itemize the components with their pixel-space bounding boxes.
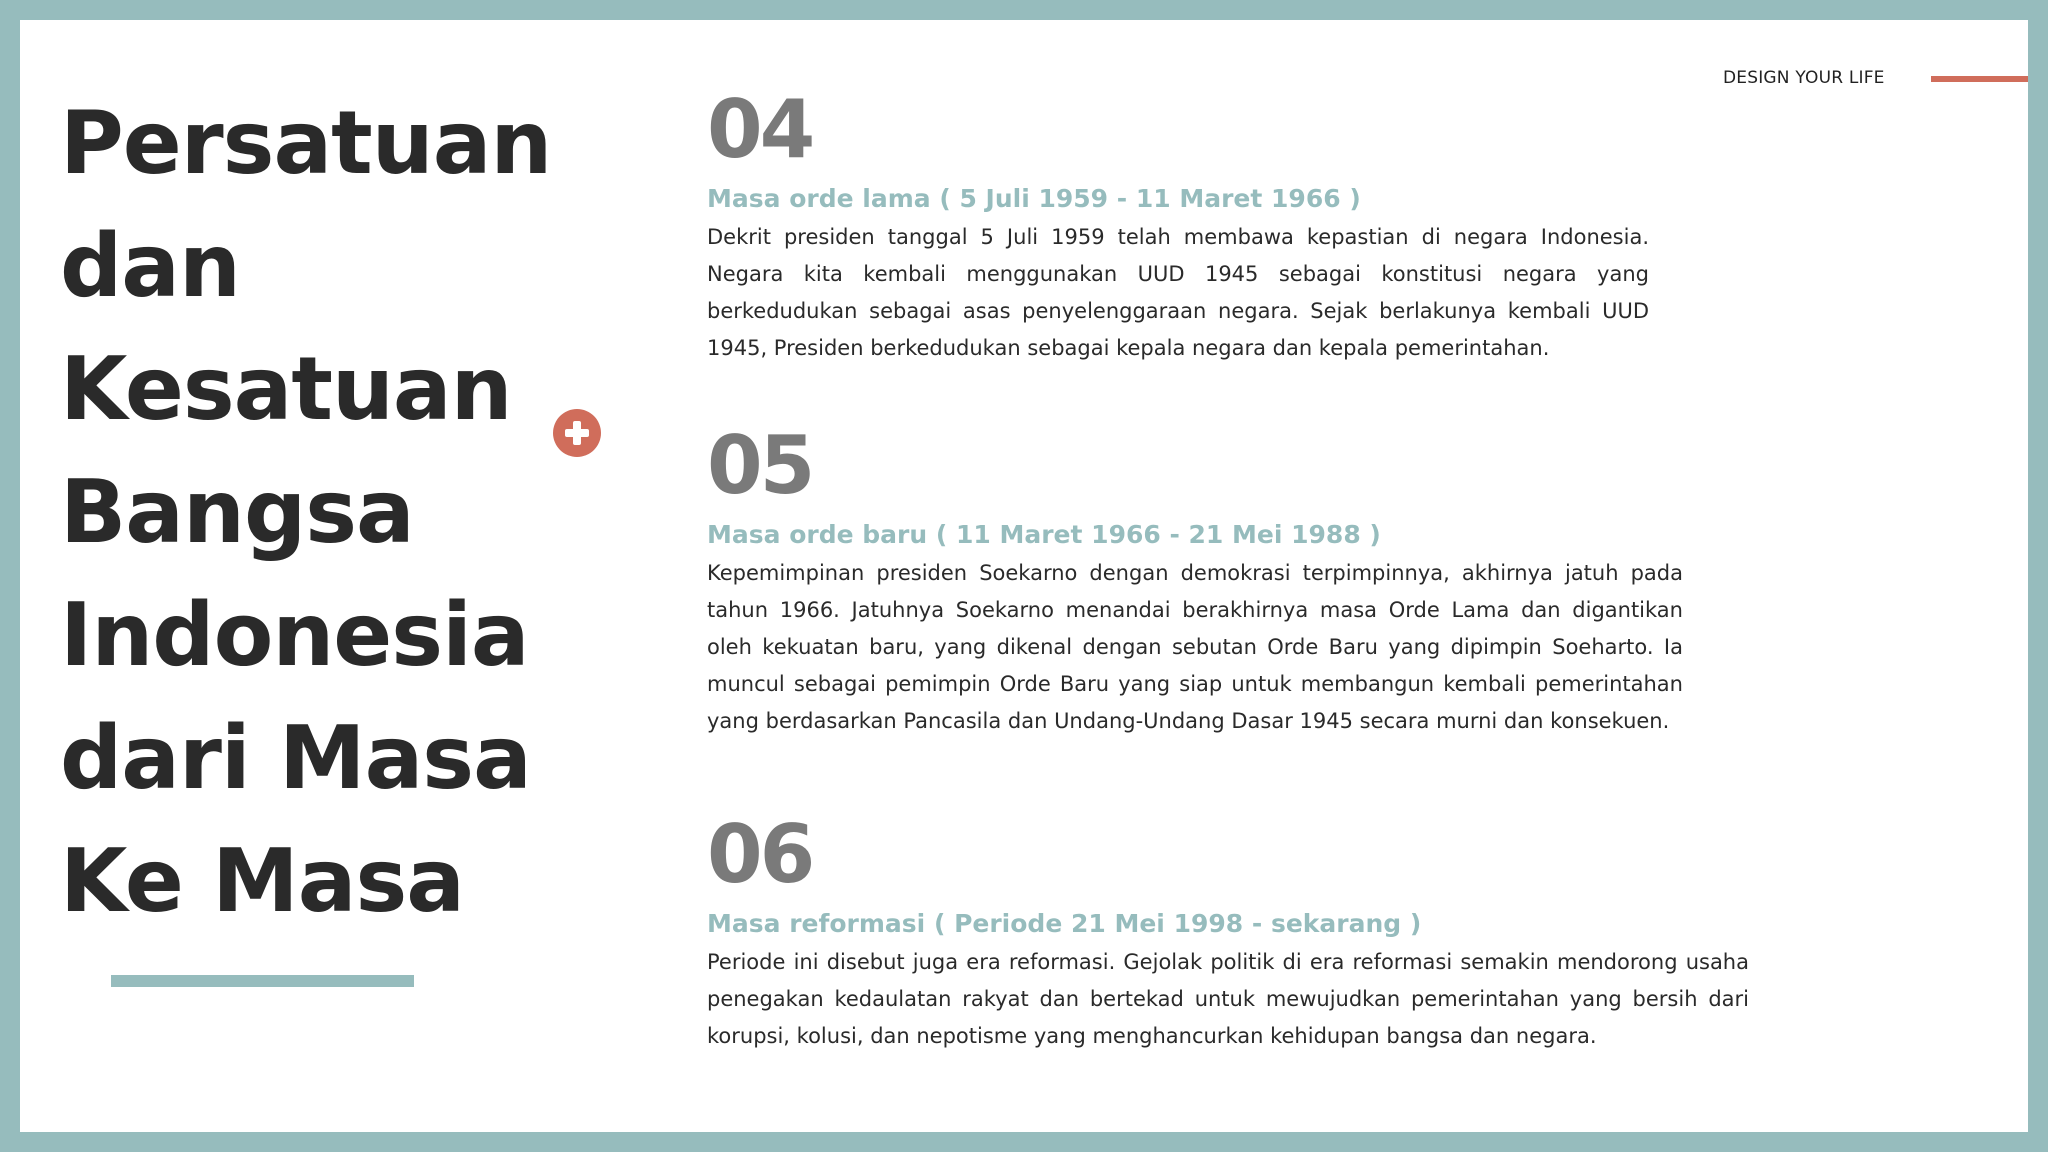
period-heading: Masa reformasi ( Periode 21 Mei 1998 - sekarang ): [707, 909, 1422, 938]
title-line: Bangsa: [60, 461, 414, 563]
slide-title: [60, 82, 620, 943]
period-number: 06: [707, 808, 813, 901]
period-section: [707, 807, 1749, 1055]
title-line: Ke Masa: [60, 830, 464, 932]
period-number: 05: [707, 419, 813, 512]
title-line: Indonesia: [60, 584, 529, 686]
title-line: dari Masa: [60, 707, 531, 809]
title-underline: [111, 975, 414, 987]
period-number: 04: [707, 83, 813, 176]
brand-accent-line: [1931, 76, 2028, 82]
period-heading: Masa orde lama ( 5 Juli 1959 - 11 Maret 1966 ): [707, 184, 1361, 213]
plus-bar-vertical: [573, 421, 581, 445]
title-line: Kesatuan: [60, 338, 512, 440]
slide: [20, 20, 2028, 1132]
period-description: Periode ini disebut juga era reformasi. Gejolak politik di era reformasi semakin mendorong usaha penegakan kedaulatan rakyat dan bertekad untuk mewujudkan pemerintahan yang bersih dari korupsi, kolusi, dan nepotisme yang menghancurkan kehidupan bangsa dan negara.: [707, 950, 1749, 1048]
title-line: Persatuan: [60, 92, 552, 194]
period-description: Kepemimpinan presiden Soekarno dengan demokrasi terpimpinnya, akhirnya jatuh pada tahun 1966. Jatuhnya Soekarno menandai berakhirnya masa Orde Lama dan digantikan oleh kekuatan baru, yang dikenal dengan sebutan Orde Baru yang dipimpin Soeharto. Ia muncul sebagai pemimpin Orde Baru yang siap untuk membangun kembali pemerintahan yang berdasarkan Pancasila dan Undang-Undang Dasar 1945 secara murni dan konsekuen.: [707, 561, 1683, 733]
period-section: [707, 82, 1649, 367]
period-description: Dekrit presiden tanggal 5 Juli 1959 telah membawa kepastian di negara Indonesia. Negara kita kembali menggunakan UUD 1945 sebagai konstitusi negara yang berkedudukan sebagai asas penyelenggaraan negara. Sejak berlakunya kembali UUD 1945, Presiden berkedudukan sebagai kepala negara dan kepala pemerintahan.: [707, 225, 1649, 360]
title-line: dan: [60, 215, 240, 317]
period-section: [707, 418, 1683, 740]
plus-circle-icon: [553, 409, 601, 457]
brand-tagline: DESIGN YOUR LIFE: [1723, 68, 1885, 88]
period-heading: Masa orde baru ( 11 Maret 1966 - 21 Mei 1988 ): [707, 520, 1381, 549]
